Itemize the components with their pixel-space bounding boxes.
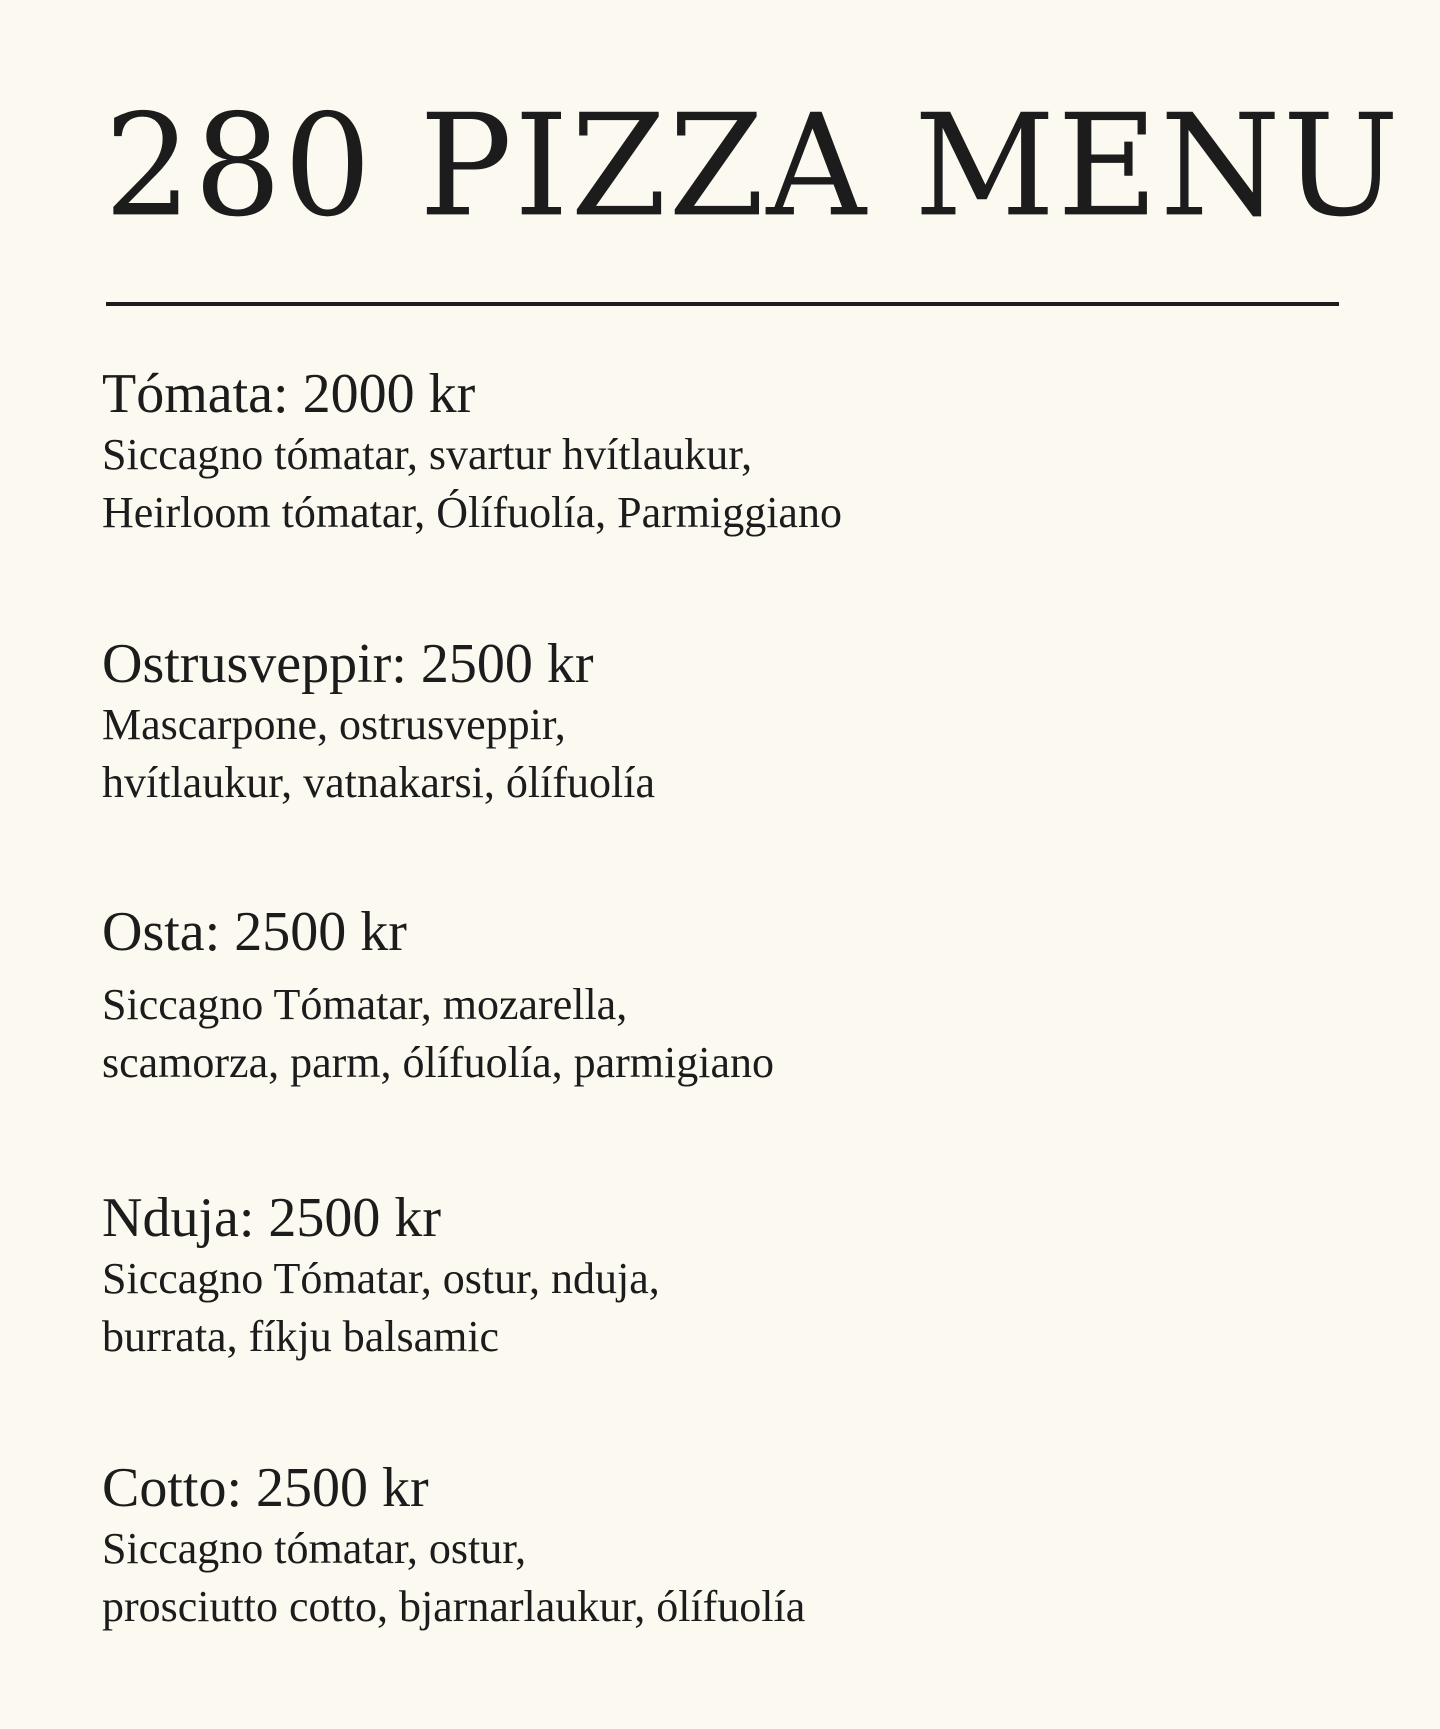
menu-item-description <box>102 1250 660 1366</box>
title-divider <box>106 302 1339 306</box>
menu-item-description-line: Siccagno Tómatar, ostur, nduja, <box>102 1254 660 1303</box>
menu-item-osta <box>102 900 774 1092</box>
menu-item-nduja <box>102 1186 660 1366</box>
menu-item-heading: Ostrusveppir: 2500 kr <box>102 633 594 695</box>
menu-item-description-line: hvítlaukur, vatnakarsi, ólífuolía <box>102 758 655 807</box>
menu-item-description <box>102 426 842 542</box>
menu-item-description-line: Heirloom tómatar, Ólífuolía, Parmiggiano <box>102 488 842 537</box>
menu-item-tomata <box>102 362 842 542</box>
menu-item-heading: Cotto: 2500 kr <box>102 1457 429 1519</box>
menu-item-cotto <box>102 1456 805 1636</box>
menu-item-heading: Osta: 2500 kr <box>102 901 407 963</box>
menu-title: 280 PIZZA MENU <box>104 83 1402 248</box>
menu-item-description-line: Siccagno Tómatar, mozarella, <box>102 980 628 1029</box>
menu-item-description-line: scamorza, parm, ólífuolía, parmigiano <box>102 1038 774 1087</box>
menu-item-description-line: prosciutto cotto, bjarnarlaukur, ólífuolía <box>102 1582 806 1631</box>
menu-item-heading: Nduja: 2500 kr <box>102 1187 442 1249</box>
menu-item-description-line: Mascarpone, ostrusveppir, <box>102 700 566 749</box>
menu-item-description <box>102 696 655 812</box>
menu-item-ostrusveppir <box>102 632 655 812</box>
menu-item-description <box>102 1520 805 1636</box>
menu-item-heading: Tómata: 2000 kr <box>102 363 476 425</box>
menu-item-description <box>102 976 774 1092</box>
menu-item-description-line: Siccagno tómatar, svartur hvítlaukur, <box>102 430 753 479</box>
menu-item-description-line: burrata, fíkju balsamic <box>102 1312 500 1361</box>
menu-item-description-line: Siccagno tómatar, ostur, <box>102 1524 527 1573</box>
